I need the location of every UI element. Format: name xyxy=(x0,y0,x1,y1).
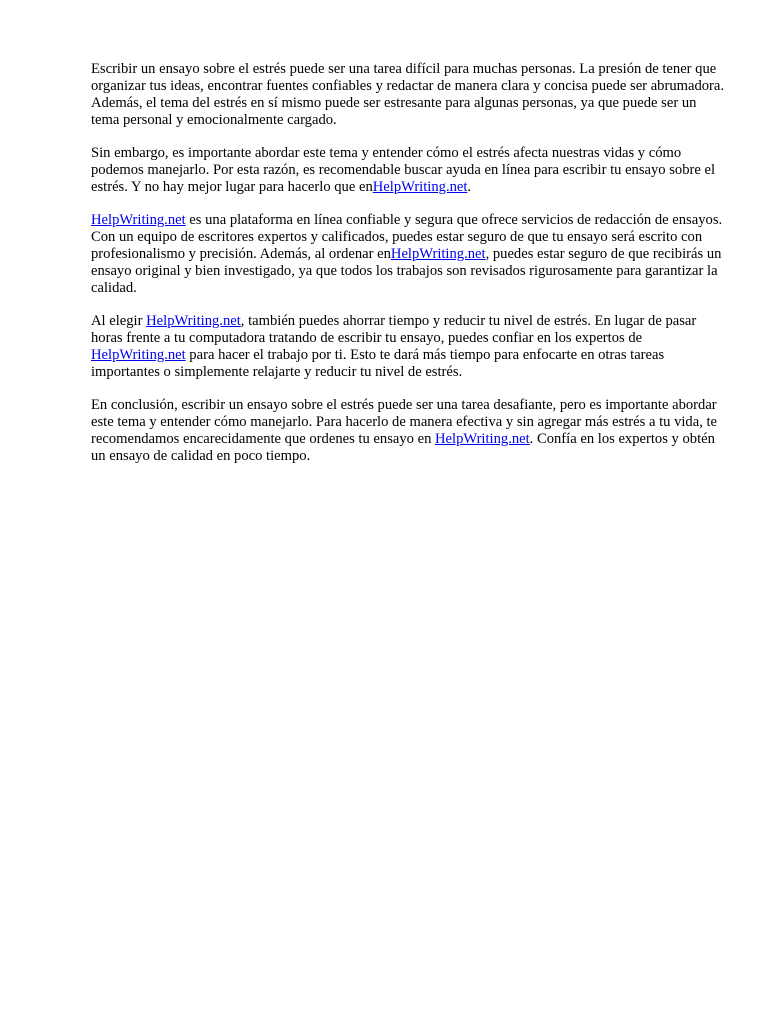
paragraph-text: , también puedes ahorrar tiempo y reducir tu nivel de estrés. En lugar de pasar horas frente a tu computadora tratando de escribir tu ensayo, puedes confiar en los expertos de xyxy=(91,313,697,346)
helpwriting-link[interactable]: HelpWriting.net xyxy=(435,431,530,447)
helpwriting-link[interactable]: HelpWriting.net xyxy=(146,313,241,329)
helpwriting-link[interactable]: HelpWriting.net xyxy=(91,212,186,228)
paragraph-1 xyxy=(91,61,727,129)
paragraph-4 xyxy=(91,313,727,381)
paragraph-text: para hacer el trabajo por ti. Esto te dará más tiempo para enfocarte en otras tareas importantes o simplemente relajarte y reducir tu nivel de estrés. xyxy=(91,347,665,380)
paragraph-text: Al elegir xyxy=(91,313,147,329)
paragraph-text: . xyxy=(467,179,472,195)
paragraph-text: Escribir un ensayo sobre el estrés puede ser una tarea difícil para muchas personas. La presión de tener que organizar tus ideas, encontrar fuentes confiables y redactar de manera clara y concisa puede ser abrumadora. Además, el tema del estrés en sí mismo puede ser estresante para algunas personas, ya que puede ser un tema personal y emocionalmente cargado. xyxy=(91,61,725,128)
document-page xyxy=(91,61,727,481)
paragraph-text: . Confía en los expertos y obtén un ensayo de calidad en poco tiempo. xyxy=(91,431,715,464)
paragraph-5 xyxy=(91,397,727,465)
paragraph-2 xyxy=(91,145,727,196)
helpwriting-link[interactable]: HelpWriting.net xyxy=(390,246,486,262)
helpwriting-link[interactable]: HelpWriting.net xyxy=(372,179,468,195)
paragraph-text: es una plataforma en línea confiable y segura que ofrece servicios de redacción de ensayos. Con un equipo de escritores expertos y calificados, puedes estar seguro de que tu ensayo será escrito con profesionalismo y precisión. Además, al ordenar en xyxy=(91,212,723,262)
paragraph-text: Sin embargo, es importante abordar este tema y entender cómo el estrés afecta nuestras vidas y cómo podemos manejarlo. Por esta razón, es recomendable buscar ayuda en línea para escribir tu ensayo sobre el estrés. Y no hay mejor lugar para hacerlo que en xyxy=(91,145,716,195)
paragraph-3 xyxy=(91,212,727,297)
paragraph-text: , puedes estar seguro de que recibirás un ensayo original y bien investigado, ya que todos los trabajos son revisados rigurosamente para garantizar la calidad. xyxy=(91,246,722,296)
paragraph-text: En conclusión, escribir un ensayo sobre el estrés puede ser una tarea desafiante, pero es importante abordar este tema y entender cómo manejarlo. Para hacerlo de manera efectiva y sin agregar más estrés a tu vida, te recomendamos encarecidamente que ordenes tu ensayo en xyxy=(91,397,718,447)
helpwriting-link[interactable]: HelpWriting.net xyxy=(91,347,186,363)
